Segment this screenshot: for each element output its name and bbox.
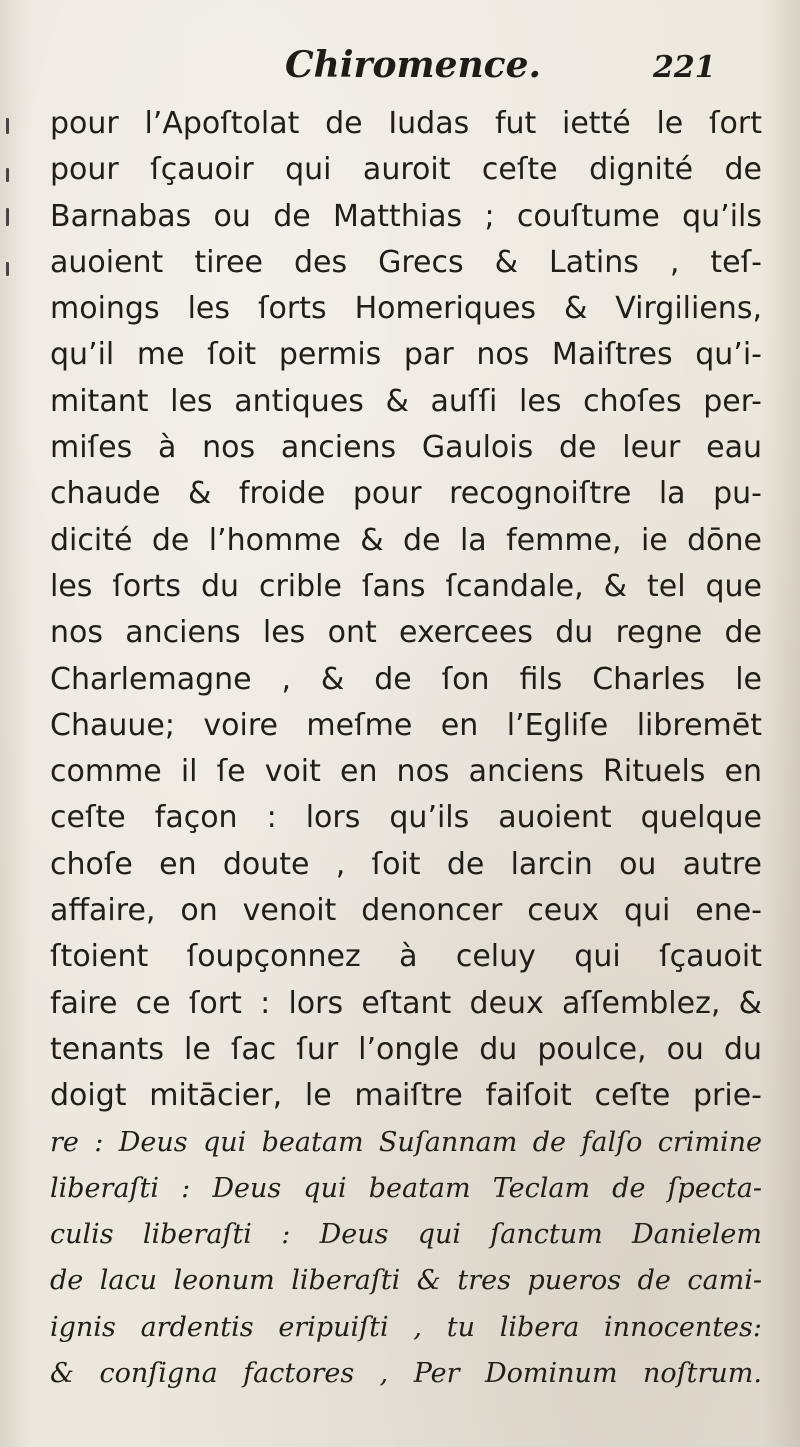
margin-mark: [6, 208, 9, 226]
body-text: [50, 101, 762, 1397]
text-line: mitant les antiques & auſſi les choſes per-: [50, 383, 762, 419]
text-line: Barnabas ou de Matthias ; couſtume qu’ils: [50, 198, 762, 234]
text-line: les ſorts du crible ſans ſcandale, & tel que: [50, 568, 762, 604]
text-line: dicité de l’homme & de la femme, ie dōne: [50, 522, 762, 558]
text-line: miſes à nos anciens Gaulois de leur eau: [50, 430, 762, 466]
text-line: Chauue; voire meſme en l’Egliſe libremēt: [50, 707, 762, 743]
latin-prayer-line: liberaſti : Deus qui beatam Teclam de ſpecta-: [50, 1172, 762, 1204]
text-line: affaire, on venoit denoncer ceux qui ene-: [50, 893, 762, 929]
text-line: Charlemagne , & de ſon fils Charles le: [50, 661, 762, 697]
page-header: [0, 44, 800, 100]
text-line: moings les ſorts Homeriques & Virgiliens,: [50, 291, 762, 327]
text-line: faire ce ſort : lors eſtant deux aſſemblez, &: [50, 985, 762, 1021]
text-line: nos anciens les ont exercees du regne de: [50, 615, 762, 651]
latin-prayer-line: de lacu leonum liberaſti & tres pueros de cami-: [50, 1265, 762, 1297]
text-line: choſe en doute , ſoit de larcin ou autre: [50, 846, 762, 882]
margin-mark: [6, 262, 9, 276]
text-line: auoient tiree des Grecs & Latins , teſ-: [50, 244, 762, 280]
margin-mark: [6, 168, 9, 182]
text-line: tenants le ſac ſur l’ongle du poulce, ou du: [50, 1031, 762, 1067]
page-number: 221: [653, 50, 716, 85]
latin-prayer-line: ignis ardentis eripuiſti , tu libera innocentes:: [50, 1311, 762, 1343]
text-line: qu’il me ſoit permis par nos Maiſtres qu’i-: [50, 337, 762, 373]
text-line: ſtoient ſoupçonnez à celuy qui ſçauoit: [50, 939, 762, 975]
running-title: Chiromence.: [285, 44, 542, 86]
text-line: chaude & froide pour recognoiſtre la pu-: [50, 476, 762, 512]
text-line: ceſte façon : lors qu’ils auoient quelque: [50, 800, 762, 836]
latin-prayer-line: culis liberaſti : Deus qui ſanctum Danielem: [50, 1219, 762, 1251]
latin-prayer-line: & conſigna factores , Per Dominum noſtrum.: [50, 1358, 762, 1390]
text-line: pour ſçauoir qui auroit ceſte dignité de: [50, 152, 762, 188]
text-line: pour l’Apoſtolat de Iudas fut ietté le ſort: [50, 106, 762, 141]
margin-mark: [6, 118, 9, 134]
text-line: doigt mitācier, le maiſtre faiſoit ceſte prie-: [50, 1078, 762, 1114]
text-line: comme il ſe voit en nos anciens Rituels en: [50, 754, 762, 790]
latin-prayer-line: re : Deus qui beatam Suſannam de falſo crimine: [50, 1126, 762, 1158]
